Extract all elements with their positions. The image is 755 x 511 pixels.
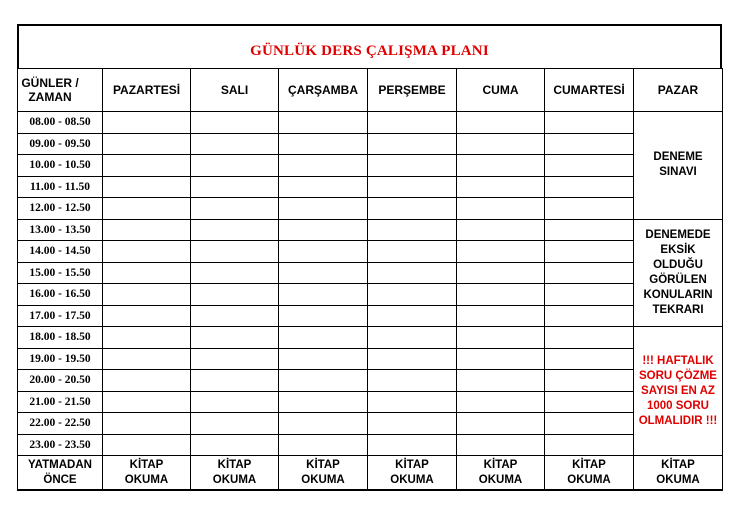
schedule-cell[interactable] [545,219,634,241]
schedule-cell[interactable] [279,241,368,263]
schedule-cell[interactable] [279,434,368,456]
time-row [18,112,723,134]
schedule-cell[interactable] [103,284,191,306]
schedule-cell[interactable] [103,370,191,392]
time-row [18,176,723,198]
schedule-cell[interactable] [457,413,545,435]
time-row [18,348,723,370]
schedule-cell[interactable] [368,155,457,177]
day-header: ÇARŞAMBA [279,69,368,112]
time-slot-label: 09.00 - 09.50 [18,133,103,155]
time-row [18,434,723,456]
bedtime-activity-text: KİTAP OKUMA [656,458,700,486]
time-slot-label: 21.00 - 21.50 [18,391,103,413]
page-title: GÜNLÜK DERS ÇALIŞMA PLANI [250,43,489,59]
schedule-cell[interactable] [279,219,368,241]
bedtime-label-text: YATMADAN ÖNCE [28,458,92,486]
day-header: PERŞEMBE [368,69,457,112]
sunday-block-text: DENEME SINAVI [653,151,703,179]
schedule-cell[interactable] [457,219,545,241]
sunday-block-text: DENEMEDE EKSİK OLDUĞU GÖRÜLEN KONULARIN TEKRARI [643,228,713,316]
time-slot-label: 14.00 - 14.50 [18,241,103,263]
day-header: CUMA [457,69,545,112]
schedule-cell[interactable] [545,155,634,177]
schedule-cell[interactable] [457,112,545,134]
time-slot-label: 17.00 - 17.50 [18,305,103,327]
bedtime-label [18,456,103,491]
schedule-cell[interactable] [191,391,279,413]
time-slot-label: 19.00 - 19.50 [18,348,103,370]
time-row [18,219,723,241]
schedule-cell[interactable] [279,262,368,284]
corner-header [18,69,103,112]
schedule-cell[interactable] [279,413,368,435]
time-slot-label: 22.00 - 22.50 [18,413,103,435]
schedule-cell[interactable] [368,391,457,413]
schedule-cell[interactable] [545,391,634,413]
schedule-cell[interactable] [457,391,545,413]
schedule-cell[interactable] [368,219,457,241]
schedule-cell[interactable] [103,133,191,155]
schedule-cell[interactable] [191,155,279,177]
schedule-cell[interactable] [368,133,457,155]
schedule-cell[interactable] [279,391,368,413]
schedule-cell[interactable] [103,348,191,370]
schedule-cell[interactable] [191,133,279,155]
time-slot-label: 23.00 - 23.50 [18,434,103,456]
bedtime-activity-text: KİTAP OKUMA [478,458,523,486]
schedule-cell[interactable] [545,348,634,370]
schedule-cell[interactable] [279,133,368,155]
time-row [18,198,723,220]
schedule-cell[interactable] [368,370,457,392]
time-slot-label: 20.00 - 20.50 [18,370,103,392]
time-row [18,241,723,263]
schedule-cell[interactable] [103,198,191,220]
schedule-cell[interactable] [457,176,545,198]
schedule-cell[interactable] [457,348,545,370]
bedtime-activity [368,456,457,491]
time-slot-label: 11.00 - 11.50 [18,176,103,198]
schedule-cell[interactable] [368,327,457,349]
schedule-cell[interactable] [191,348,279,370]
time-row [18,413,723,435]
bedtime-activity [545,456,634,491]
time-row [18,327,723,349]
schedule-cell[interactable] [457,155,545,177]
schedule-cell[interactable] [191,241,279,263]
schedule-cell[interactable] [545,284,634,306]
schedule-cell[interactable] [191,219,279,241]
schedule-cell[interactable] [368,262,457,284]
schedule-cell[interactable] [457,434,545,456]
schedule-cell[interactable] [545,262,634,284]
time-row [18,262,723,284]
schedule-cell[interactable] [457,305,545,327]
header-row [18,69,723,112]
schedule-cell[interactable] [103,391,191,413]
schedule-cell[interactable] [368,176,457,198]
sunday-block [634,219,723,327]
time-slot-label: 13.00 - 13.50 [18,219,103,241]
schedule-cell[interactable] [457,133,545,155]
sunday-block [634,327,723,456]
schedule-cell[interactable] [368,198,457,220]
schedule-cell[interactable] [545,198,634,220]
schedule-cell[interactable] [191,176,279,198]
bedtime-activity-text: KİTAP OKUMA [212,458,257,486]
time-slot-label: 10.00 - 10.50 [18,155,103,177]
schedule-cell[interactable] [545,305,634,327]
schedule-cell[interactable] [103,305,191,327]
time-slot-label: 16.00 - 16.50 [18,284,103,306]
schedule-cell[interactable] [191,327,279,349]
schedule-cell[interactable] [191,413,279,435]
schedule-cell[interactable] [191,198,279,220]
schedule-cell[interactable] [191,305,279,327]
study-plan-table [17,68,723,491]
schedule-cell[interactable] [279,155,368,177]
schedule-cell[interactable] [545,112,634,134]
schedule-cell[interactable] [368,348,457,370]
schedule-cell[interactable] [545,434,634,456]
bedtime-activity-text: KİTAP OKUMA [301,458,345,486]
schedule-cell[interactable] [191,370,279,392]
corner-label: GÜNLER / ZAMAN [21,76,79,104]
bedtime-activity-text: KİTAP OKUMA [124,458,169,486]
schedule-cell[interactable] [457,241,545,263]
schedule-cell[interactable] [545,370,634,392]
time-row [18,155,723,177]
time-row [18,133,723,155]
day-header: CUMARTESİ [545,69,634,112]
schedule-cell[interactable] [279,327,368,349]
schedule-cell[interactable] [368,241,457,263]
bedtime-row [18,456,723,491]
bedtime-activity [279,456,368,491]
schedule-cell[interactable] [191,262,279,284]
time-row [18,284,723,306]
time-row [18,391,723,413]
schedule-cell[interactable] [191,284,279,306]
schedule-cell[interactable] [103,241,191,263]
schedule-cell[interactable] [279,370,368,392]
schedule-cell[interactable] [103,112,191,134]
schedule-cell[interactable] [103,262,191,284]
schedule-cell[interactable] [279,198,368,220]
time-slot-label: 12.00 - 12.50 [18,198,103,220]
schedule-cell[interactable] [279,284,368,306]
schedule-cell[interactable] [368,413,457,435]
schedule-cell[interactable] [545,327,634,349]
sunday-block-text: !!! HAFTALIK SORU ÇÖZME SAYISI EN AZ 1000 SORU OLMALIDIR !!! [638,354,718,427]
bedtime-activity-text: KİTAP OKUMA [390,458,434,486]
schedule-cell[interactable] [545,176,634,198]
schedule-cell[interactable] [191,112,279,134]
schedule-cell[interactable] [368,434,457,456]
bedtime-activity [103,456,191,491]
schedule-cell[interactable] [457,198,545,220]
time-row [18,305,723,327]
schedule-cell[interactable] [103,434,191,456]
schedule-cell[interactable] [103,413,191,435]
time-slot-label: 18.00 - 18.50 [18,327,103,349]
bedtime-activity [634,456,723,491]
schedule-cell[interactable] [103,176,191,198]
title-box [17,24,722,69]
schedule-cell[interactable] [368,112,457,134]
time-slot-label: 15.00 - 15.50 [18,262,103,284]
schedule-cell[interactable] [545,413,634,435]
day-header: PAZAR [634,69,723,112]
day-header: SALI [191,69,279,112]
bedtime-activity [457,456,545,491]
time-slot-label: 08.00 - 08.50 [18,112,103,134]
time-row [18,370,723,392]
schedule-cell[interactable] [457,284,545,306]
schedule-cell[interactable] [103,219,191,241]
schedule-cell[interactable] [191,434,279,456]
schedule-cell[interactable] [457,327,545,349]
sunday-block [634,112,723,220]
schedule-cell[interactable] [279,112,368,134]
schedule-cell[interactable] [368,284,457,306]
bedtime-activity [191,456,279,491]
day-header: PAZARTESİ [103,69,191,112]
schedule-cell[interactable] [103,327,191,349]
schedule-cell[interactable] [279,176,368,198]
schedule-cell[interactable] [545,241,634,263]
schedule-cell[interactable] [103,155,191,177]
schedule-cell[interactable] [368,305,457,327]
schedule-cell[interactable] [457,370,545,392]
schedule-cell[interactable] [545,133,634,155]
bedtime-activity-text: KİTAP OKUMA [567,458,611,486]
schedule-cell[interactable] [279,305,368,327]
schedule-cell[interactable] [457,262,545,284]
schedule-cell[interactable] [279,348,368,370]
